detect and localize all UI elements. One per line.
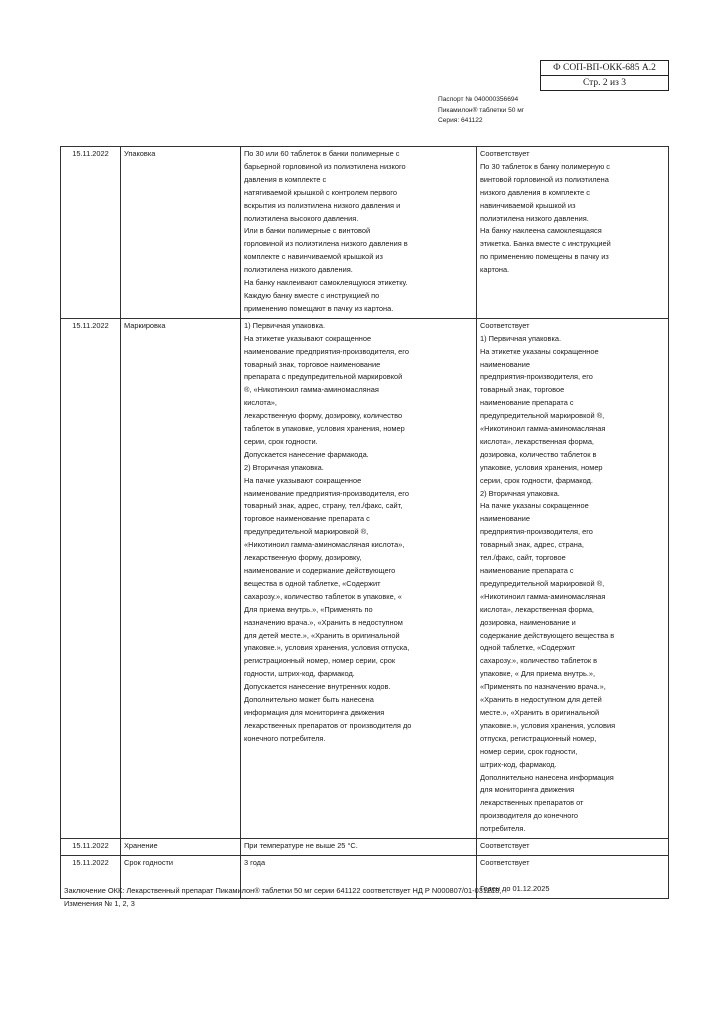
test-date-cell: 15.11.2022 — [61, 147, 121, 319]
result-line: наименование препарата с — [480, 566, 574, 575]
requirement-line: На этикетке указывают сокращенное — [244, 333, 372, 343]
requirement-line: кислота», — [244, 398, 277, 408]
result-line: для мониторинга движения — [480, 785, 575, 795]
result-line: «Никотиноил гамма-аминомасляная — [480, 424, 606, 434]
requirement-line: Для приема внутрь.», «Применять по — [244, 604, 373, 614]
requirement-line: Дополнительно может быть нанесена — [244, 695, 374, 705]
requirement-cell — [241, 839, 477, 856]
test-results-table — [60, 146, 669, 899]
result-cell — [477, 318, 669, 838]
series-number: Серия: 641122 — [438, 117, 483, 124]
result-line: 1) Первичная упаковка. — [480, 333, 562, 343]
parameter-name-cell: Маркировка — [121, 318, 241, 838]
result-line: предупредительной маркировкой ®, — [480, 411, 605, 421]
result-line: Соответствует — [480, 841, 530, 851]
result-line: наименование — [480, 514, 530, 524]
form-code: Ф СОП-ВП-ОКК-685 А.2 — [553, 63, 656, 73]
conclusion-text: Заключение ОКК: Лекарственный препарат Пикамилон® таблетки 50 мг серии 641122 соответствует НД Р N000807/01-031218, — [64, 886, 502, 895]
result-line: тел./факс, сайт, торговое — [480, 553, 566, 563]
requirement-line: лекарственную форму, дозировку, количество — [244, 411, 403, 421]
conclusion-amendments: Изменения № 1, 2, 3 — [64, 898, 135, 908]
requirement-line: 3 года — [244, 857, 266, 867]
result-line: предприятия-производителя, его — [480, 527, 593, 537]
form-code-box — [540, 60, 669, 91]
result-line: упаковке.», условия хранения, условия — [480, 720, 616, 730]
result-line: навинчиваемой крышкой из — [480, 200, 576, 210]
requirement-line: Каждую банку вместе с инструкцией по — [244, 290, 380, 300]
requirement-line: информация для мониторинга движения — [244, 707, 385, 717]
table-row — [61, 839, 669, 856]
result-line: 2) Вторичная упаковка. — [480, 488, 560, 498]
parameter-name-cell: Упаковка — [121, 147, 241, 319]
result-line: потребителя. — [480, 824, 526, 834]
table-row — [61, 147, 669, 319]
requirement-line: сахарозу.», количество таблеток в упаковке, « — [244, 591, 402, 601]
requirement-line: При температуре не выше 25 °С. — [244, 841, 358, 851]
parameter-name-cell: Хранение — [121, 839, 241, 856]
requirement-line: лекарственных препаратов от производителя до — [244, 720, 412, 730]
table-row — [61, 318, 669, 838]
result-line: картона. — [480, 265, 510, 275]
requirement-line: препарата с предупредительной маркировкой — [244, 372, 403, 382]
requirement-cell — [241, 318, 477, 838]
result-line: товарный знак, торговое — [480, 385, 565, 395]
result-line: «Хранить в недоступном для детей — [480, 695, 602, 705]
result-line: кислота», лекарственная форма, — [480, 436, 594, 446]
requirement-line: для детей месте.», «Хранить в оригинальной — [244, 630, 400, 640]
requirement-line: вскрытия из полиэтилена низкого давления и — [244, 200, 401, 210]
result-line: «Применять по назначению врача.», — [480, 682, 606, 692]
result-line: производителя до конечного — [480, 811, 579, 821]
requirement-line: барьерной горловиной из полиэтилена низкого — [244, 161, 406, 171]
result-line: лекарственных препаратов от — [480, 798, 584, 808]
result-line: упаковке, « Для приема внутрь.», — [480, 669, 596, 679]
requirement-line: предупредительной маркировкой ®, — [244, 527, 369, 537]
result-line: Соответствует — [480, 857, 530, 867]
requirement-line: комплекте с навинчиваемой крышкой из — [244, 252, 383, 262]
requirement-line: полиэтилена высокого давления. — [244, 213, 359, 223]
result-line: содержание действующего вещества в — [480, 630, 615, 640]
result-line: На пачке указаны сокращенное — [480, 501, 589, 511]
result-line: по применению помещены в пачку из — [480, 252, 609, 262]
result-line: серии, срок годности, фармакод. — [480, 475, 593, 485]
page-label: Стр. 2 из 3 — [541, 75, 668, 90]
result-line: товарный знак, адрес, страна, — [480, 540, 584, 550]
requirement-line: товарный знак, торговое наименование — [244, 359, 381, 369]
passport-info — [438, 95, 524, 127]
result-line: предупредительной маркировкой ®, — [480, 578, 605, 588]
test-date-cell: 15.11.2022 — [61, 318, 121, 838]
requirement-line: таблеток в упаковке, условия хранения, номер — [244, 424, 405, 434]
requirement-line: Допускается нанесение фармакода. — [244, 449, 369, 459]
test-date-cell: 15.11.2022 — [61, 855, 121, 898]
result-line: кислота», лекарственная форма, — [480, 604, 594, 614]
result-line: полиэтилена низкого давления. — [480, 213, 589, 223]
result-line: Соответствует — [480, 149, 530, 158]
requirement-line: конечного потребителя. — [244, 733, 326, 743]
requirement-line: вещества в одной таблетке, «Содержит — [244, 578, 381, 588]
result-line: одной таблетке, «Содержит — [480, 643, 576, 653]
requirement-line: На банку наклеивают самоклеящуюся этикетку. — [244, 278, 408, 288]
result-cell — [477, 855, 669, 898]
result-line: Соответствует — [480, 320, 530, 330]
result-line: месте.», «Хранить в оригинальной — [480, 707, 600, 717]
requirement-line: На пачке указывают сокращенное — [244, 475, 362, 485]
result-line: наименование — [480, 359, 530, 369]
test-date-cell: 15.11.2022 — [61, 839, 121, 856]
result-line: наименование препарата с — [480, 398, 574, 408]
result-line: предприятия-производителя, его — [480, 372, 593, 382]
requirement-line: ®, «Никотиноил гамма-аминомасляная — [244, 385, 379, 395]
requirement-line: серии, срок годности. — [244, 436, 318, 446]
requirement-line: полиэтилена низкого давления. — [244, 265, 353, 275]
requirement-line: применению помещают в пачку из картона. — [244, 303, 394, 313]
result-line: Дополнительно нанесена информация — [480, 772, 614, 782]
result-line: штрих-код, фармакод. — [480, 759, 557, 769]
requirement-line: Допускается нанесение внутренних кодов. — [244, 682, 391, 692]
parameter-name-cell: Срок годности — [121, 855, 241, 898]
result-line: На этикетке указаны сокращенное — [480, 346, 599, 356]
requirement-line: упаковке.», условия хранения, условия отпуска, — [244, 643, 410, 653]
requirement-line: назначению врача.», «Хранить в недоступном — [244, 617, 403, 627]
result-line: По 30 таблеток в банку полимерную с — [480, 161, 610, 171]
result-cell — [477, 147, 669, 319]
conclusion — [64, 885, 501, 910]
requirement-line: наименование предприятия-производителя, его — [244, 346, 409, 356]
requirement-line: 1) Первичная упаковка. — [244, 320, 326, 330]
result-line: дозировка, наименование и — [480, 617, 576, 627]
requirement-cell — [241, 147, 477, 319]
result-line: упаковке, условия хранения, номер — [480, 462, 603, 472]
requirement-line: торговое наименование препарата с — [244, 514, 370, 524]
result-line: номер серии, срок годности, — [480, 746, 578, 756]
requirement-line: наименование и содержание действующего — [244, 566, 396, 575]
requirement-line: натягиваемой крышкой с контролем первого — [244, 187, 397, 197]
requirement-line: 2) Вторичная упаковка. — [244, 462, 324, 472]
result-line: дозировка, количество таблеток в — [480, 449, 597, 459]
result-line: сахарозу.», количество таблеток в — [480, 656, 598, 666]
requirement-line: годности, штрих-код, фармакод. — [244, 669, 355, 679]
passport-number: Паспорт № 040000356694 — [438, 96, 519, 103]
requirement-line: «Никотиноил гамма-аминомасляная кислота», — [244, 540, 405, 550]
result-line: винтовой горловиной из полиэтилена — [480, 174, 609, 184]
requirement-line: лекарственную форму, дозировку, — [244, 553, 362, 563]
requirement-line: регистрационный номер, номер серии, срок — [244, 656, 396, 666]
result-line: «Никотиноил гамма-аминомасляная — [480, 591, 606, 601]
expiry-date: Годен до 01.12.2025 — [480, 883, 550, 893]
result-line: На банку наклеена самоклеящаяся — [480, 226, 602, 236]
result-line: этикетка. Банка вместе с инструкцией — [480, 239, 611, 249]
requirement-line: Или в банки полимерные с винтовой — [244, 226, 371, 236]
product-name: Пикамилон® таблетки 50 мг — [438, 106, 525, 114]
requirement-line: давления в комплекте с — [244, 174, 327, 184]
requirement-line: По 30 или 60 таблеток в банки полимерные с — [244, 149, 400, 158]
result-line: низкого давления в комплекте с — [480, 187, 590, 197]
requirement-line: наименование предприятия-производителя, его — [244, 488, 409, 498]
requirement-line: товарный знак, адрес, страну, тел./факс, сайт, — [244, 501, 403, 511]
requirement-line: горловиной из полиэтилена низкого давления в — [244, 239, 408, 249]
result-line: отпуска, регистрационный номер, — [480, 733, 597, 743]
result-cell — [477, 839, 669, 856]
